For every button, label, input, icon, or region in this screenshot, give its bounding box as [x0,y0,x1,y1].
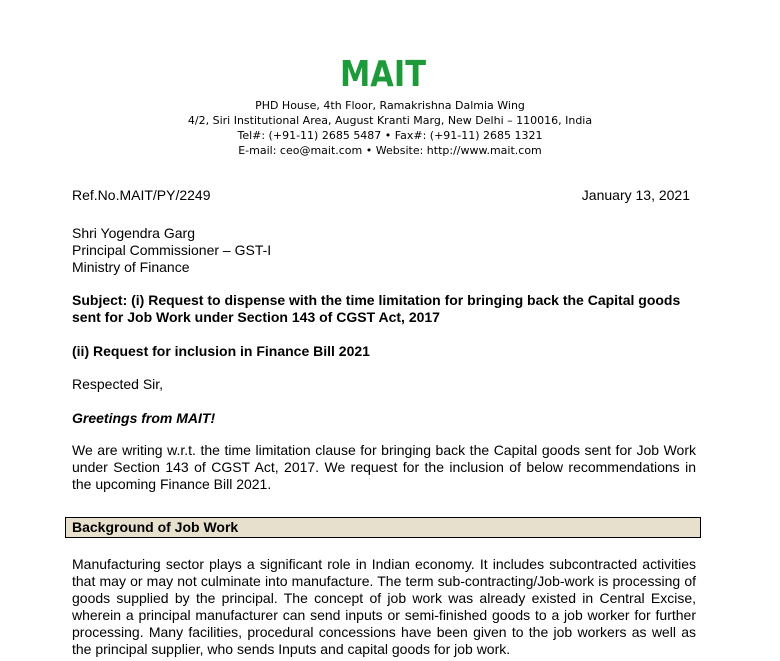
salutation: Respected Sir, [72,376,164,392]
recipient-title: Principal Commissioner – GST-I [72,242,272,258]
address-line-2: 4/2, Siri Institutional Area, August Kranti Marg, New Delhi – 110016, India [187,114,593,127]
logo-text: MAIT [340,54,427,95]
contact-phone: Tel#: (+91-11) 2685 5487 • Fax#: (+91-11) 2685 1321 [237,129,543,142]
contact-web: E-mail: ceo@mait.com • Website: http://www.mait.com [238,144,542,157]
section-heading: Background of Job Work [72,519,239,535]
greeting: Greetings from MAIT! [72,410,216,426]
subject-line-1: Subject: (i) Request to dispense with the time limitation for bringing back the Capital goods [72,292,681,308]
recipient-org: Ministry of Finance [72,259,190,275]
recipient-name: Shri Yogendra Garg [72,225,195,241]
address-line-1: PHD House, 4th Floor, Ramakrishna Dalmia Wing [255,99,525,112]
subject-ii: (ii) Request for inclusion in Finance Bill 2021 [72,343,370,359]
section-banner [65,517,701,538]
intro-paragraph: We are writing w.r.t. the time limitation clause for bringing back the Capital goods sent for Job Work under Section 143 of CGST Act, 2017. We request for the inclusion of below recommendations in the upcoming Finance Bill 2021. [72,442,696,492]
reference-number: Ref.No.MAIT/PY/2249 [72,187,211,203]
subject-line-2: sent for Job Work under Section 143 of CGST Act, 2017 [72,309,440,325]
letter-date: January 13, 2021 [581,187,690,203]
mait-logo [339,53,427,95]
section-body: Manufacturing sector plays a significant role in Indian economy. It includes subcontracted activities that may or may not culminate into manufacture. The term sub-contracting/Job-work is processing of goods supplied by the principal. The concept of job work was already existed in Central Excise, wherein a principal manufacturer can send inputs or semi-finished goods to a job worker for further processing. Many facilities, procedural concessions have been given to the job workers as well as the principal supplier, who sends Inputs and capital goods for job work. [72,556,696,657]
